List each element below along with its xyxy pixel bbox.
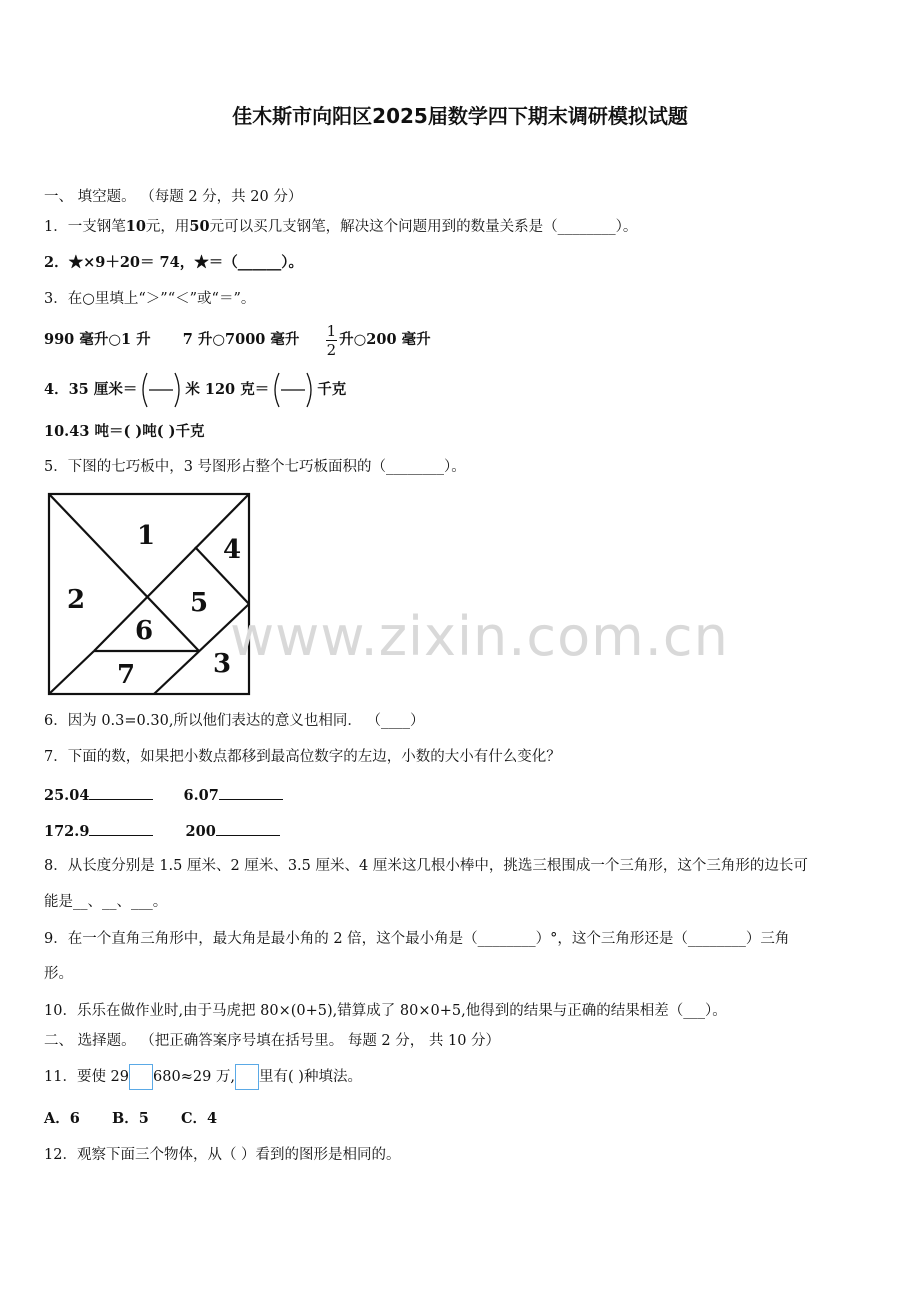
tangram-label-7: 7	[117, 660, 136, 690]
paren-fraction-blank-2	[269, 370, 317, 410]
paren-fraction-blank-1	[137, 370, 185, 410]
digit-box-1[interactable]	[129, 1064, 153, 1090]
q7-item-3: 172.9	[44, 823, 90, 840]
q1-mid: 元，用	[145, 219, 190, 235]
fraction-denominator: 2	[326, 340, 337, 359]
q1-a: 10	[125, 218, 146, 235]
question-7: 7．下面的数，如果把小数点都移到最高位数字的左边，小数的大小有什么变化？	[44, 749, 561, 765]
tangram-label-1: 1	[137, 521, 156, 551]
q4-unit2: 千克	[317, 381, 347, 398]
page-title: 佳木斯市向阳区2025届数学四下期末调研模拟试题	[232, 104, 688, 128]
tangram-label-5: 5	[190, 588, 209, 618]
question-4b: 10.43 吨＝( )吨( )千克	[44, 423, 205, 440]
digit-box-2[interactable]	[235, 1064, 259, 1090]
question-9-line-1: 9．在一个直角三角形中，最大角是最小角的 2 倍，这个最小角是（________）°，这个三角形还是（________）三角	[44, 931, 790, 947]
question-7-row-1	[44, 785, 283, 806]
question-5: 5．下图的七巧板中，3 号图形占整个七巧板面积的（________）。	[44, 459, 466, 475]
q7-item-4: 200	[185, 823, 216, 840]
section2-heading: 二、 选择题。 （把正确答案序号填在括号里。 每题 2 分， 共 10 分）	[44, 1033, 501, 1049]
question-8-line-2: 能是__、__、___。	[44, 894, 168, 910]
q3-fraction	[326, 322, 338, 359]
q4-pre: 4．35 厘米＝	[44, 381, 138, 398]
question-4	[44, 370, 346, 410]
question-11-options	[44, 1109, 217, 1129]
q4-unit1: 米 120 克＝	[185, 381, 270, 398]
tangram-label-6: 6	[135, 616, 154, 646]
q11-post: 里有( )种填法。	[259, 1069, 362, 1085]
q1-b: 50	[189, 218, 210, 235]
answer-blank	[89, 821, 153, 836]
q3-item-c: 升○200 毫升	[339, 331, 431, 348]
question-9-line-2: 形。	[44, 966, 73, 982]
answer-blank	[219, 785, 283, 800]
tangram-piece-7-left	[49, 651, 94, 694]
question-11	[44, 1063, 362, 1091]
watermark: www.zixin.com.cn	[230, 605, 729, 668]
question-3: 3．在○里填上“＞”“＜”或“＝”。	[44, 291, 256, 307]
question-6: 6．因为 0.3=0.30,所以他们表达的意义也相同． （____）	[44, 713, 425, 729]
q3-item-a: 990 毫升○1 升	[44, 331, 151, 348]
q3-item-b: 7 升○7000 毫升	[182, 331, 300, 348]
q1-pre: 1．一支钢笔	[44, 219, 126, 235]
section1-heading: 一、 填空题。 （每题 2 分，共 20 分）	[44, 189, 303, 205]
question-1	[44, 217, 637, 237]
tangram-diagonal	[49, 494, 199, 651]
option-c[interactable]: C．4	[180, 1110, 218, 1127]
fraction-numerator: 1	[326, 321, 337, 340]
tangram-label-3: 3	[213, 649, 232, 679]
q1-post: 元可以买几支钢笔，解决这个问题用到的数量关系是（________）。	[209, 219, 638, 235]
tangram-label-2: 2	[67, 585, 86, 615]
question-12: 12．观察下面三个物体，从（ ）看到的图形是相同的。	[44, 1147, 401, 1163]
q7-item-2: 6.07	[183, 787, 219, 804]
q11-mid: 680≈29 万,	[153, 1069, 236, 1085]
option-b[interactable]: B．5	[111, 1110, 149, 1127]
answer-blank	[89, 785, 153, 800]
q11-pre: 11．要使 29	[44, 1069, 130, 1085]
answer-blank	[216, 821, 280, 836]
question-8-line-1: 8．从长度分别是 1.5 厘米、2 厘米、3.5 厘米、4 厘米这几根小棒中，挑选三根围成一个三角形，这个三角形的边长可	[44, 858, 808, 874]
question-7-row-2	[44, 821, 280, 842]
question-10: 10．乐乐在做作业时,由于马虎把 80×(0+5),错算成了 80×0+5,他得到的结果与正确的结果相差（___）。	[44, 1003, 727, 1019]
q7-item-1: 25.04	[44, 787, 90, 804]
tangram-figure	[47, 492, 251, 696]
question-2: 2．★×9＋20＝ 74，★＝（______）。	[44, 254, 303, 271]
tangram-label-4: 4	[223, 535, 242, 565]
question-3-items	[44, 320, 431, 360]
option-a[interactable]: A．6	[44, 1110, 80, 1127]
